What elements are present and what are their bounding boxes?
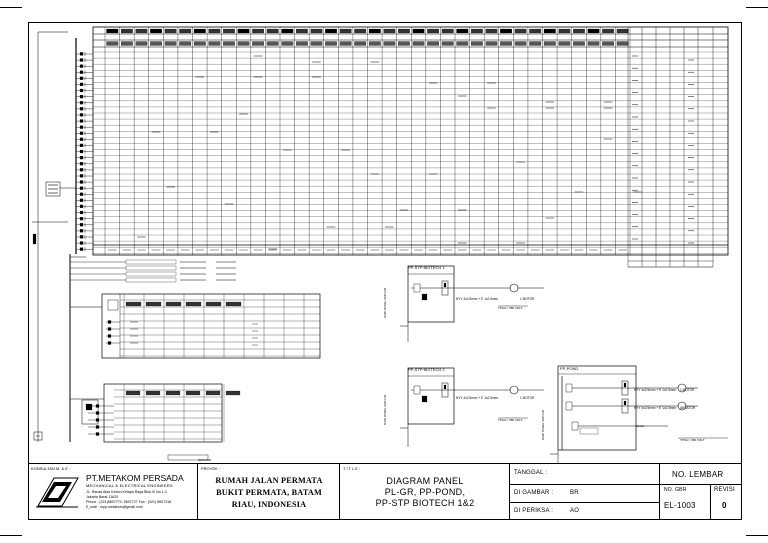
project-cell	[198, 464, 340, 520]
breaker-icon	[414, 386, 420, 394]
breaker-icon	[80, 205, 83, 208]
table-header-block	[136, 29, 148, 33]
breaker-icon	[96, 426, 99, 429]
label-box	[580, 428, 598, 434]
table-header-block	[457, 29, 469, 33]
table-header-block	[588, 42, 600, 46]
table-header-block	[209, 29, 221, 33]
panel-enclosure	[408, 368, 454, 424]
title-label: T I T L E :	[343, 466, 361, 471]
company-logo-icon	[34, 474, 80, 508]
table-header-block	[413, 29, 425, 33]
breaker-icon	[80, 229, 83, 232]
breaker-icon	[96, 405, 99, 408]
table-header-block	[486, 29, 498, 33]
table-header-block	[121, 29, 133, 33]
breaker-icon	[80, 95, 83, 98]
gambar-label: DI GAMBAR :	[514, 490, 554, 496]
table-header-block	[194, 29, 206, 33]
supply-label: DARI PANEL SDP-GR	[383, 394, 387, 425]
address-line: E_mail : mpp.metakom@gmail.com	[86, 505, 143, 509]
supply-label: DARI PANEL SDP-GR	[541, 409, 545, 440]
table-header-block	[282, 29, 294, 33]
panel-label-pond: PP-POND	[560, 366, 579, 371]
gambar-value: BR	[570, 490, 579, 496]
table-header-block	[296, 42, 308, 46]
table-header-block	[398, 29, 410, 33]
table-header-block	[136, 42, 148, 46]
breaker-icon	[80, 187, 83, 190]
table-header-block	[457, 42, 469, 46]
indicator-icon	[422, 396, 427, 402]
table-header-block	[209, 42, 221, 46]
drawing-title-line: DIAGRAM PANEL	[386, 476, 464, 486]
tpsa-label: TPSA = 380 VOLT	[498, 418, 523, 422]
motor-symbol	[510, 284, 518, 292]
drawing-title-line: PP-STP BIOTECH 1&2	[375, 498, 475, 508]
table-header-block	[126, 391, 140, 395]
breaker-icon	[80, 89, 83, 92]
table-header-block	[150, 29, 162, 33]
consultant-cell	[28, 464, 198, 520]
panel-tag-box	[108, 300, 118, 310]
address-line: JL. Ranas Atas Kebon Kelapa Raya Blok III No.1-4	[86, 490, 167, 494]
table-header-block	[223, 29, 235, 33]
breaker-icon	[80, 193, 83, 196]
sub-panel-mark	[86, 404, 92, 410]
motor-symbol	[510, 386, 518, 394]
breaker-icon	[80, 65, 83, 68]
breaker-icon	[80, 59, 83, 62]
table-header-block	[515, 29, 527, 33]
meter-icon	[33, 234, 36, 244]
table-header-block	[398, 42, 410, 46]
cable-label: NYY 4x2.5mm² + E 1x2.5mm²	[456, 396, 499, 400]
table-header-block	[544, 42, 556, 46]
address-line: Jakarta Barat 11620	[86, 495, 119, 499]
breaker-icon	[80, 52, 83, 55]
table-header-block	[369, 42, 381, 46]
company-name: PT.METAKOM PERSADA	[86, 473, 184, 483]
breaker-icon	[80, 77, 83, 80]
legend-box	[126, 266, 176, 270]
cable-label: NYY 4x2.5mm² + E 1x2.5mm²	[634, 406, 677, 410]
breaker-icon	[80, 211, 83, 214]
table-header-block	[146, 302, 161, 306]
breaker-icon	[80, 107, 83, 110]
table-header-block	[107, 42, 119, 46]
table-header-block	[282, 42, 294, 46]
table-header-block	[166, 391, 180, 395]
breaker-icon	[80, 113, 83, 116]
legend-box	[126, 278, 176, 282]
table-header-block	[500, 42, 512, 46]
project-line: RUMAH JALAN PERMATA	[215, 476, 323, 485]
outlet-label: Outlet	[636, 424, 645, 428]
breaker-icon	[80, 235, 83, 238]
breaker-icon	[566, 384, 572, 392]
table-header-block	[186, 391, 200, 395]
sub-panel-box	[82, 400, 98, 424]
breaker-icon	[80, 71, 83, 74]
breaker-icon	[566, 402, 572, 410]
tpsa-label: TPSA = 380 VOLT	[680, 438, 705, 442]
table-header-block	[340, 29, 352, 33]
table-header-block	[354, 29, 366, 33]
project-label: PROYEK :	[201, 466, 220, 471]
table-header-block	[559, 42, 571, 46]
table-header-block	[179, 42, 191, 46]
table-header-block	[252, 42, 264, 46]
breaker-icon	[80, 138, 83, 141]
panel-label-biotech-1: PP-STP BIOTECH 1	[408, 265, 445, 270]
title-block	[28, 463, 742, 520]
sheet-number-cell	[660, 464, 742, 520]
table-header-block	[602, 29, 614, 33]
approval-cell	[510, 464, 660, 520]
table-header-block	[126, 302, 141, 306]
table-header-block	[325, 29, 337, 33]
table-header-block	[206, 302, 221, 306]
breaker-icon	[80, 83, 83, 86]
breaker-icon	[80, 242, 83, 245]
breaker-icon	[108, 342, 111, 345]
table-header-block	[311, 29, 323, 33]
breaker-icon	[80, 162, 83, 165]
crop-mark	[746, 535, 768, 536]
table-header-block	[166, 302, 181, 306]
table-header-block	[588, 29, 600, 33]
breaker-icon	[80, 156, 83, 159]
table-header-block	[529, 42, 541, 46]
table-header-block	[559, 29, 571, 33]
breaker-icon	[80, 174, 83, 177]
table-header-block	[427, 42, 439, 46]
table-header-block	[311, 42, 323, 46]
breaker-icon	[80, 223, 83, 226]
table-header-block	[121, 42, 133, 46]
subtable-border	[104, 384, 222, 442]
table-header-block	[194, 42, 206, 46]
breaker-icon	[80, 132, 83, 135]
project-line: RIAU, INDONESIA	[231, 500, 307, 509]
crop-mark	[0, 535, 22, 536]
consultant-label: KONSULTAN M. & E :	[31, 466, 71, 471]
legend-box	[126, 260, 176, 264]
cable-label: NYY 4x2.5mm² + E 1x2.5mm²	[456, 297, 499, 301]
table-header-block	[165, 29, 177, 33]
contactor-mark	[444, 385, 446, 389]
table-header-block	[226, 302, 241, 306]
no-gbr-label: NO. GBR	[664, 487, 687, 493]
panel-enclosure	[408, 266, 454, 322]
table-header-block	[107, 29, 119, 33]
breaker-icon	[96, 433, 99, 436]
ground-label: GROUND	[198, 458, 212, 462]
table-header-block	[471, 29, 483, 33]
breaker-icon	[108, 335, 111, 338]
table-header-block	[384, 29, 396, 33]
load-label: AERATOR	[680, 406, 696, 410]
cable-label: NYY 4x2.5mm² + E 1x2.5mm²	[634, 388, 677, 392]
table-header-block	[296, 29, 308, 33]
breaker-icon	[108, 321, 111, 324]
breaker-icon	[80, 168, 83, 171]
table-header-block	[267, 42, 279, 46]
table-header-block	[238, 42, 250, 46]
tanggal-label: TANGGAL :	[514, 470, 548, 476]
load-label: 1 MOTOR	[680, 388, 695, 392]
breaker-icon	[80, 150, 83, 153]
table-header-block	[442, 29, 454, 33]
company-tagline: MECHANICAL & ELECTRICAL ENGINEERS	[86, 483, 173, 488]
table-header-block	[529, 29, 541, 33]
breaker-icon	[414, 284, 420, 292]
table-header-block	[238, 29, 250, 33]
table-header-block	[617, 29, 629, 33]
breaker-icon	[80, 199, 83, 202]
table-header-block	[544, 29, 556, 33]
legend-box	[126, 272, 176, 276]
crop-mark	[746, 7, 768, 8]
table-header-block	[573, 42, 585, 46]
revisi-label: REVISI	[714, 487, 735, 493]
revisi-value: 0	[722, 501, 727, 510]
table-header-block	[515, 42, 527, 46]
crop-mark	[0, 7, 22, 8]
breaker-icon	[80, 248, 83, 251]
contactor-mark	[624, 383, 626, 387]
breaker-icon	[80, 101, 83, 104]
table-header-block	[223, 42, 235, 46]
table-header-block	[471, 42, 483, 46]
breaker-icon	[80, 181, 83, 184]
table-header-block	[427, 29, 439, 33]
table-header-block	[369, 29, 381, 33]
table-header-block	[267, 29, 279, 33]
load-label: 1 MOTOR	[520, 297, 535, 301]
contactor-mark	[444, 283, 446, 287]
no-gbr-value: EL-1003	[664, 501, 696, 510]
table-header-block	[179, 29, 191, 33]
schedule-table-border	[93, 27, 728, 255]
table-header-block	[500, 29, 512, 33]
tpsa-label: TPSA = 380 VOLT	[498, 306, 523, 310]
breaker-icon	[80, 126, 83, 129]
breaker-icon	[572, 422, 578, 430]
table-header-block	[206, 391, 220, 395]
breaker-icon	[80, 217, 83, 220]
sheet-number-label: NO. LEMBAR	[672, 470, 724, 479]
table-header-block	[325, 42, 337, 46]
breaker-icon	[80, 144, 83, 147]
table-header-block	[252, 29, 264, 33]
table-header-block	[146, 391, 160, 395]
table-header-block	[602, 42, 614, 46]
panel-label-biotech-2: PP-STP BIOTECH 2	[408, 367, 445, 372]
contactor-mark	[624, 401, 626, 405]
table-header-block	[573, 29, 585, 33]
table-header-block	[165, 42, 177, 46]
table-header-block	[150, 42, 162, 46]
table-header-block	[226, 391, 240, 395]
address-line: Phone : (021)5607770, 5607727 Fax : (021) 5607318	[86, 500, 172, 504]
table-header-block	[617, 42, 629, 46]
breaker-icon	[108, 328, 111, 331]
breaker-icon	[80, 120, 83, 123]
panel-enclosure	[558, 366, 636, 450]
table-header-block	[384, 42, 396, 46]
periksa-value: AO	[570, 508, 580, 514]
drawing-title-line: PL-GR, PP-POND,	[384, 487, 466, 497]
indicator-icon	[422, 294, 427, 300]
periksa-label: DI PERIKSA :	[514, 508, 554, 514]
title-cell	[340, 464, 510, 520]
load-label: 1 MOTOR	[520, 396, 535, 400]
table-header-block	[486, 42, 498, 46]
breaker-icon	[96, 419, 99, 422]
table-header-block	[413, 42, 425, 46]
table-header-block	[340, 42, 352, 46]
table-header-block	[354, 42, 366, 46]
table-header-block	[186, 302, 201, 306]
supply-label: DARI PANEL SDP-GR	[383, 287, 387, 318]
breaker-icon	[96, 412, 99, 415]
project-line: BUKIT PERMATA, BATAM	[216, 488, 322, 497]
table-header-block	[442, 42, 454, 46]
